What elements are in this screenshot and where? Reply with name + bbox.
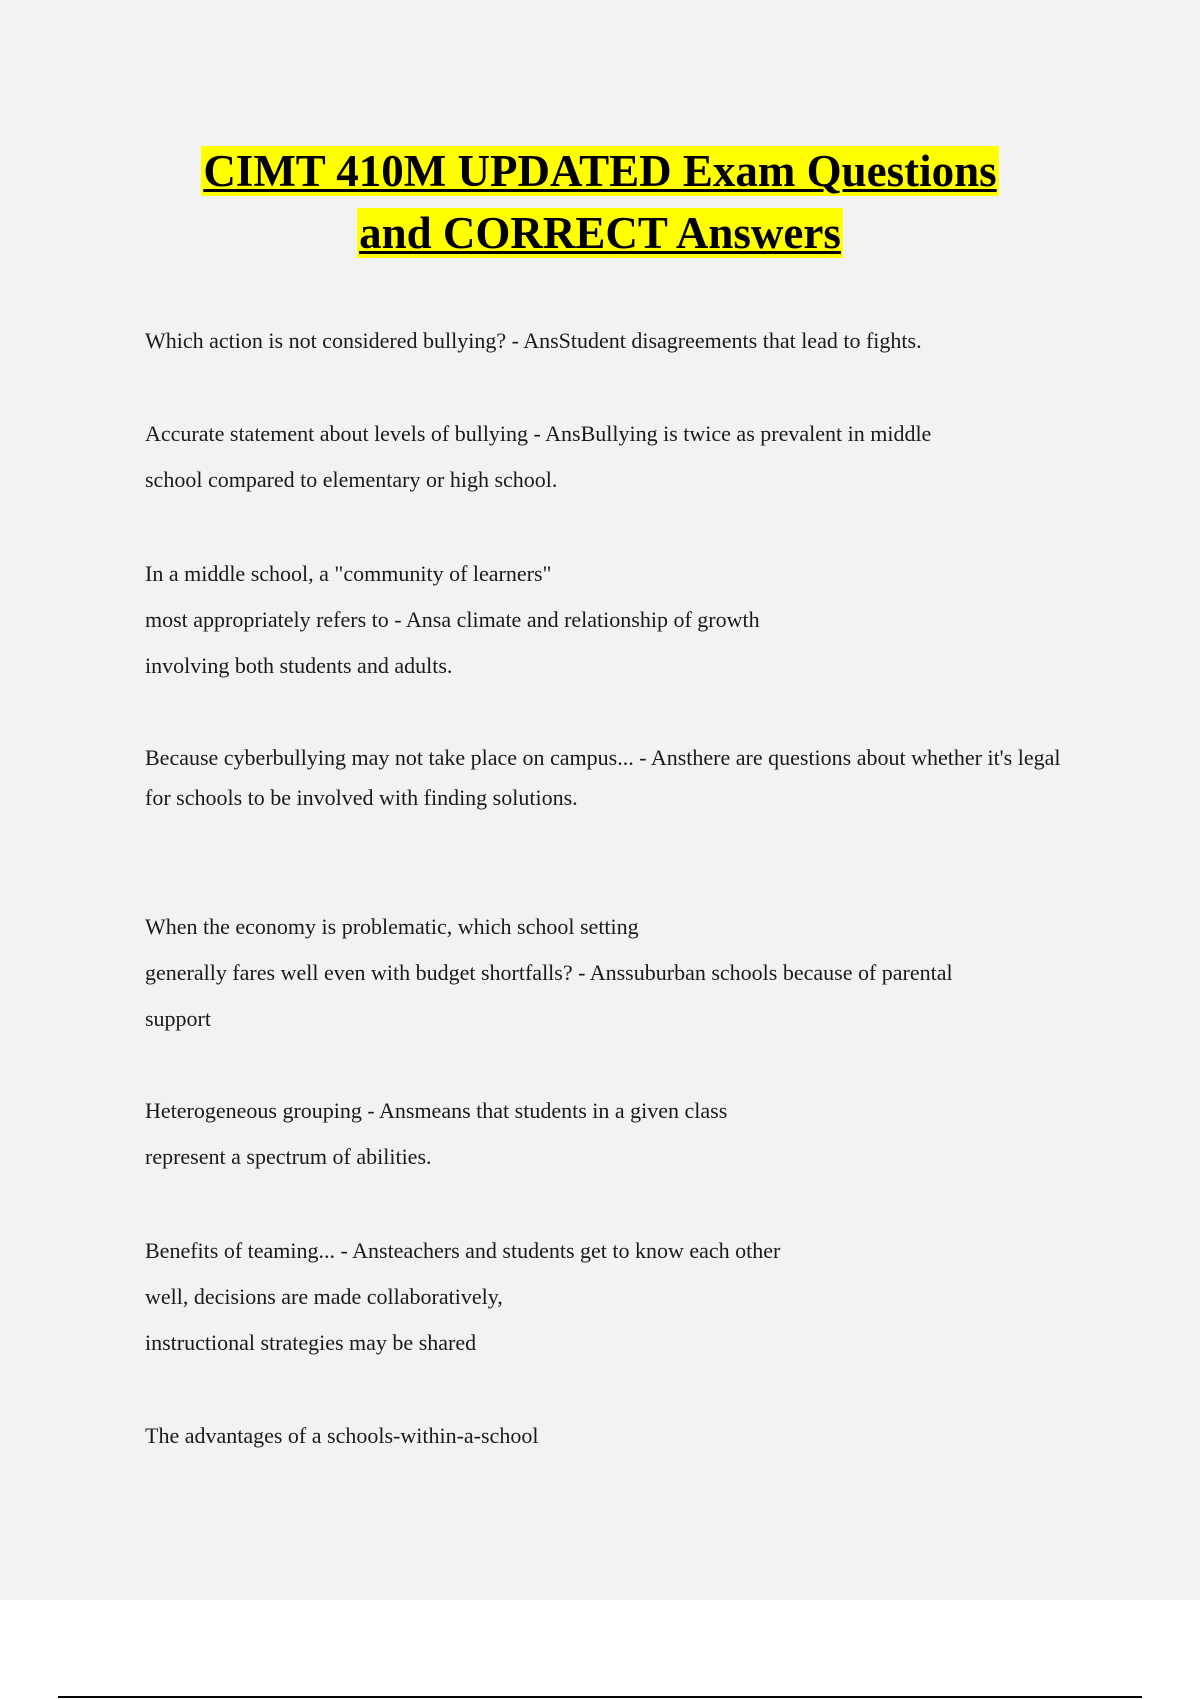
qa-line: involving both students and adults. xyxy=(145,653,453,678)
qa-line: well, decisions are made collaboratively, xyxy=(145,1284,503,1309)
qa-line: support xyxy=(145,1006,211,1031)
qa-line: represent a spectrum of abilities. xyxy=(145,1144,432,1169)
qa-item-7 xyxy=(145,1228,1095,1366)
footer-rule xyxy=(58,1696,1142,1698)
qa-item-2 xyxy=(145,411,1095,503)
qa-item-1 xyxy=(145,318,1095,364)
qa-line: Accurate statement about levels of bullying - AnsBullying is twice as prevalent in middle xyxy=(145,421,932,446)
title-line-2: and CORRECT Answers xyxy=(359,208,841,258)
document-title xyxy=(0,140,1200,264)
qa-line: instructional strategies may be shared xyxy=(145,1330,477,1355)
title-line-1: CIMT 410M UPDATED Exam Questions xyxy=(203,146,997,196)
qa-item-8 xyxy=(145,1413,1095,1459)
qa-item-4 xyxy=(145,735,1095,821)
qa-line: Because cyberbullying may not take place on campus... - Ansthere are questions about whether it's legal xyxy=(145,745,1061,770)
qa-line: for schools to be involved with finding solutions. xyxy=(145,785,578,810)
qa-line: The advantages of a schools-within-a-school xyxy=(145,1423,539,1448)
qa-line: Heterogeneous grouping - Ansmeans that students in a given class xyxy=(145,1098,728,1123)
qa-line: When the economy is problematic, which school setting xyxy=(145,914,639,939)
qa-line: In a middle school, a "community of learners" xyxy=(145,561,552,586)
qa-item-6 xyxy=(145,1088,1095,1180)
qa-line: Which action is not considered bullying? - AnsStudent disagreements that lead to fights. xyxy=(145,328,922,353)
qa-line: generally fares well even with budget shortfalls? - Anssuburban schools because of parental xyxy=(145,960,953,985)
qa-item-3 xyxy=(145,551,1095,689)
qa-item-5 xyxy=(145,904,1095,1042)
qa-line: Benefits of teaming... - Ansteachers and students get to know each other xyxy=(145,1238,781,1263)
qa-line: most appropriately refers to - Ansa climate and relationship of growth xyxy=(145,607,760,632)
qa-line: school compared to elementary or high school. xyxy=(145,467,558,492)
